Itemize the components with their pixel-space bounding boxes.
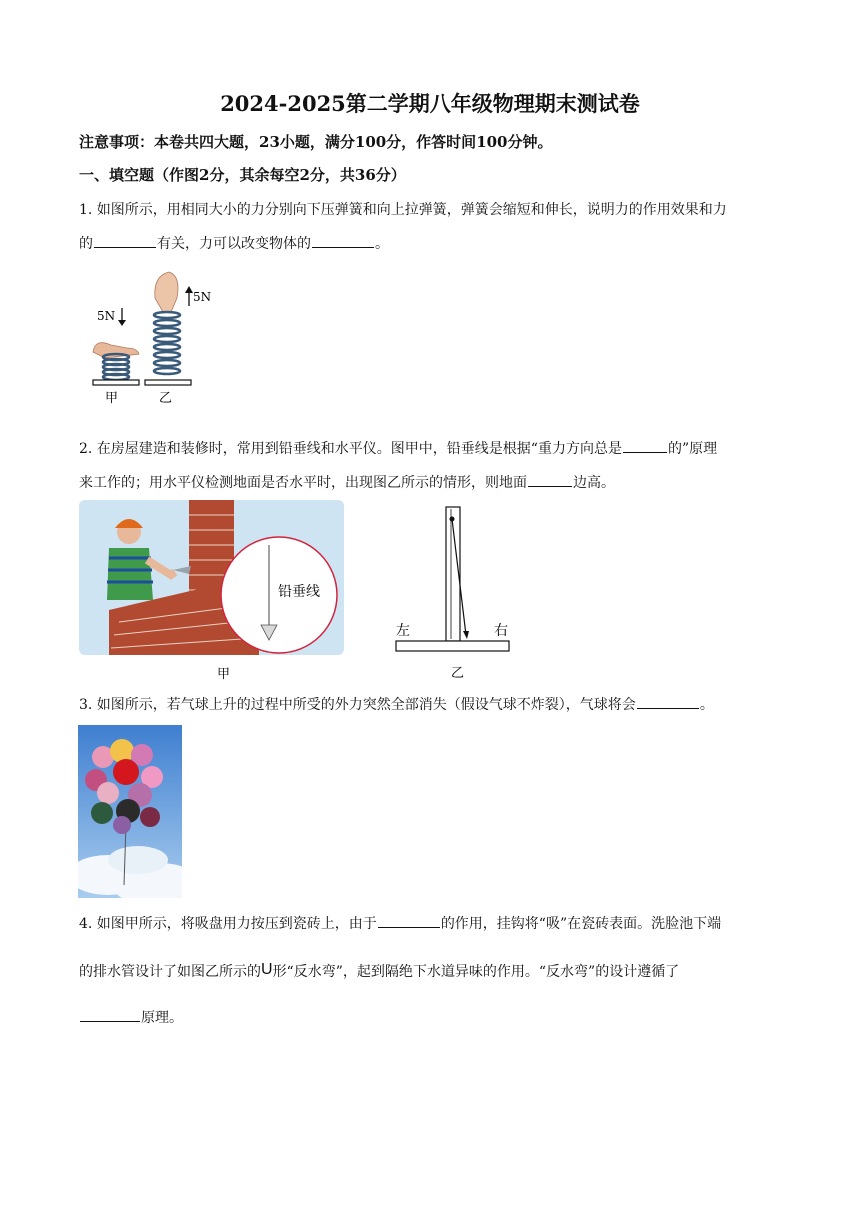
q2-blank-2[interactable] xyxy=(528,469,572,487)
q1-blank-2[interactable] xyxy=(312,230,374,248)
q4-text-5: 原理。 xyxy=(141,1010,183,1026)
question-2 xyxy=(79,432,784,500)
section-heading-fill-blank: 一、填空题（作图2分，其余每空2分，共36分） xyxy=(79,166,406,184)
q1-text-4: 。 xyxy=(375,236,389,252)
exam-notice: 注意事项：本卷共四大题，23小题，满分100分，作答时间100分钟。 xyxy=(79,133,553,151)
q3-text-2: 。 xyxy=(699,697,714,713)
question-4 xyxy=(79,901,784,1041)
q4-blank-2[interactable] xyxy=(80,1004,140,1022)
q1-caption-a: 甲 xyxy=(105,391,119,406)
q4-text-3: 的排水管设计了如图乙所示的 xyxy=(79,964,261,980)
q4-u-letter: U xyxy=(261,961,273,978)
q1-base-a xyxy=(93,380,139,385)
q2-plumb-label: 铅垂线 xyxy=(278,584,320,600)
q1-force-label-a: 5N xyxy=(97,309,116,323)
q4-text-2: 的作用，挂钩将“吸”在瓷砖表面。洗脸池下端 xyxy=(440,916,722,932)
q2-worker-shirt xyxy=(107,548,153,600)
q2-plumb-line-figure xyxy=(79,500,344,685)
q1-base-b xyxy=(145,380,191,385)
q1-spring-figure xyxy=(85,268,225,408)
q1-force-label-b: 5N xyxy=(193,290,212,304)
q4-text-4: 形“反水弯”，起到隔绝下水道异味的作用。“反水弯”的设计遵循了 xyxy=(272,964,680,980)
exam-title: 2024-2025第二学期八年级物理期末测试卷 xyxy=(220,91,640,116)
q2-level-base xyxy=(396,641,509,651)
question-3 xyxy=(79,688,784,722)
question-1 xyxy=(79,193,784,261)
q2-text-4: 边高。 xyxy=(573,475,615,491)
q1-text-3: 有关，力可以改变物体的 xyxy=(157,236,311,252)
q2-text-1: 2. 在房屋建造和装修时，常用到铅垂线和水平仪。图甲中，铅垂线是根据“重力方向总是 xyxy=(79,441,622,457)
q1-text-1: 1. 如图所示，用相同大小的力分别向下压弹簧和向上拉弹簧，弹簧会缩短和伸长，说明力的作用效果和力 xyxy=(79,202,727,218)
q1-blank-1[interactable] xyxy=(94,230,156,248)
q1-stretched-spring-icon xyxy=(154,312,180,374)
q2-label-left: 左 xyxy=(396,623,410,639)
q3-blank-1[interactable] xyxy=(637,691,699,709)
q2-caption-b: 乙 xyxy=(451,666,465,681)
q2-caption-a: 甲 xyxy=(217,667,231,682)
q1-text-2: 的 xyxy=(79,236,93,252)
q4-text-1: 4. 如图甲所示，将吸盘用力按压到瓷砖上，由于 xyxy=(79,916,377,932)
q3-balloons-photo xyxy=(78,725,182,898)
q2-text-3: 来工作的；用水平仪检测地面是否水平时，出现图乙所示的情形，则地面 xyxy=(79,475,527,491)
q4-blank-1[interactable] xyxy=(378,910,440,928)
q1-pulling-hand-icon xyxy=(155,272,178,312)
q2-text-2: 的”原理 xyxy=(667,441,718,457)
q1-hand-icon xyxy=(93,343,139,358)
q3-text-1: 3. 如图所示，若气球上升的过程中所受的外力突然全部消失（假设气球不炸裂），气球将会 xyxy=(79,697,636,713)
q1-caption-b: 乙 xyxy=(159,391,173,406)
q1-compressed-spring-icon xyxy=(103,354,129,380)
q2-blank-1[interactable] xyxy=(623,435,667,453)
q2-label-right: 右 xyxy=(494,623,508,639)
q2-level-figure xyxy=(392,505,517,685)
